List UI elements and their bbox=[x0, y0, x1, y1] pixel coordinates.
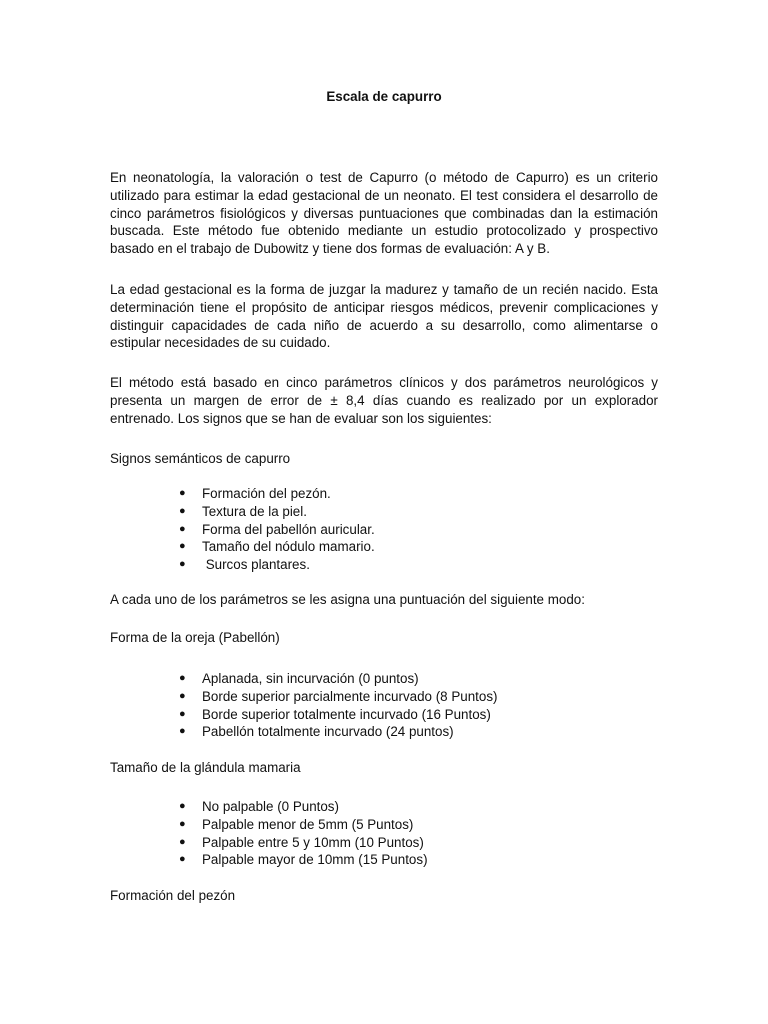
list-item-text: Palpable entre 5 y 10mm (10 Puntos) bbox=[202, 834, 424, 850]
bullet-icon: ● bbox=[179, 835, 186, 848]
list-item-text: Textura de la piel. bbox=[202, 503, 307, 519]
bullet-icon: ● bbox=[179, 725, 186, 738]
list-item-text: Borde superior parcialmente incurvado (8 Puntos) bbox=[202, 688, 498, 704]
list-item bbox=[110, 538, 375, 556]
heading-glandula-mamaria: Tamaño de la glándula mamaria bbox=[110, 760, 301, 775]
bullet-icon: ● bbox=[179, 800, 186, 812]
list-item bbox=[110, 723, 498, 741]
paragraph-intro: En neonatología, la valoración o test de Capurro (o método de Capurro) es un criterio utilizado para estimar la edad gestacional de un neonato. El test considera el desarrollo de cinco parámetros fisiológicos y diversas puntuaciones que combinadas dan la estimación buscada. Este método fue obtenido mediante un estudio protocolizado y prospectivo basado en el trabajo de Dubowitz y tiene dos formas de evaluación: A y B. bbox=[110, 170, 658, 257]
list-mamaria bbox=[110, 798, 428, 869]
list-item-text: Forma del pabellón auricular. bbox=[202, 521, 375, 537]
bullet-icon: ● bbox=[179, 522, 186, 535]
list-item bbox=[110, 688, 498, 706]
paragraph-asignacion: A cada uno de los parámetros se les asigna una puntuación del siguiente modo: bbox=[110, 592, 585, 607]
list-oreja bbox=[110, 670, 498, 741]
heading-formacion-pezon: Formación del pezón bbox=[110, 888, 236, 903]
list-item bbox=[110, 851, 428, 869]
list-item bbox=[110, 670, 498, 688]
list-item bbox=[110, 816, 428, 834]
document-page bbox=[110, 0, 658, 1024]
list-item bbox=[110, 521, 375, 539]
list-signos bbox=[110, 485, 375, 574]
bullet-icon: ● bbox=[179, 689, 186, 702]
bullet-icon: ● bbox=[179, 487, 186, 499]
bullet-icon: ● bbox=[179, 540, 186, 553]
list-item-text: No palpable (0 Puntos) bbox=[202, 799, 339, 814]
list-item-text: Borde superior totalmente incurvado (16 Puntos) bbox=[202, 706, 491, 722]
list-item bbox=[110, 556, 375, 574]
bullet-icon: ● bbox=[179, 558, 186, 571]
bullet-icon: ● bbox=[179, 504, 186, 517]
list-item-text: Palpable menor de 5mm (5 Puntos) bbox=[202, 816, 414, 832]
paragraph-edad-gestacional: La edad gestacional es la forma de juzgar la madurez y tamaño de un recién nacido. Esta determinación tiene el propósito de anticipar riesgos médicos, prevenir complicaciones y distinguir capacidades de cada niño de acuerdo a su desarrollo, como alimentarse o estipular necesidades de su cuidado. bbox=[110, 282, 658, 351]
document-title: Escala de capurro bbox=[326, 89, 442, 104]
list-item-text: Tamaño del nódulo mamario. bbox=[202, 539, 375, 555]
heading-signos: Signos semánticos de capurro bbox=[110, 451, 291, 466]
list-item-text: Formación del pezón. bbox=[202, 486, 331, 501]
list-item bbox=[110, 485, 375, 503]
list-item bbox=[110, 706, 498, 724]
list-item bbox=[110, 798, 428, 816]
bullet-icon: ● bbox=[179, 707, 186, 720]
paragraph-metodo: El método está basado en cinco parámetros clínicos y dos parámetros neurológicos y presenta un margen de error de ± 8,4 días cuando es realizado por un explorador entrenado. Los signos que se han de evaluar son los siguientes: bbox=[110, 375, 658, 426]
list-item bbox=[110, 503, 375, 521]
list-item-text: Palpable mayor de 10mm (15 Puntos) bbox=[202, 852, 428, 868]
list-item bbox=[110, 834, 428, 852]
list-item-text: Pabellón totalmente incurvado (24 puntos) bbox=[202, 724, 454, 740]
bullet-icon: ● bbox=[179, 817, 186, 830]
list-item-text: Surcos plantares. bbox=[202, 557, 310, 573]
heading-forma-oreja: Forma de la oreja (Pabellón) bbox=[110, 630, 280, 645]
bullet-icon: ● bbox=[179, 672, 186, 684]
bullet-icon: ● bbox=[179, 853, 186, 866]
list-item-text: Aplanada, sin incurvación (0 puntos) bbox=[202, 671, 419, 686]
